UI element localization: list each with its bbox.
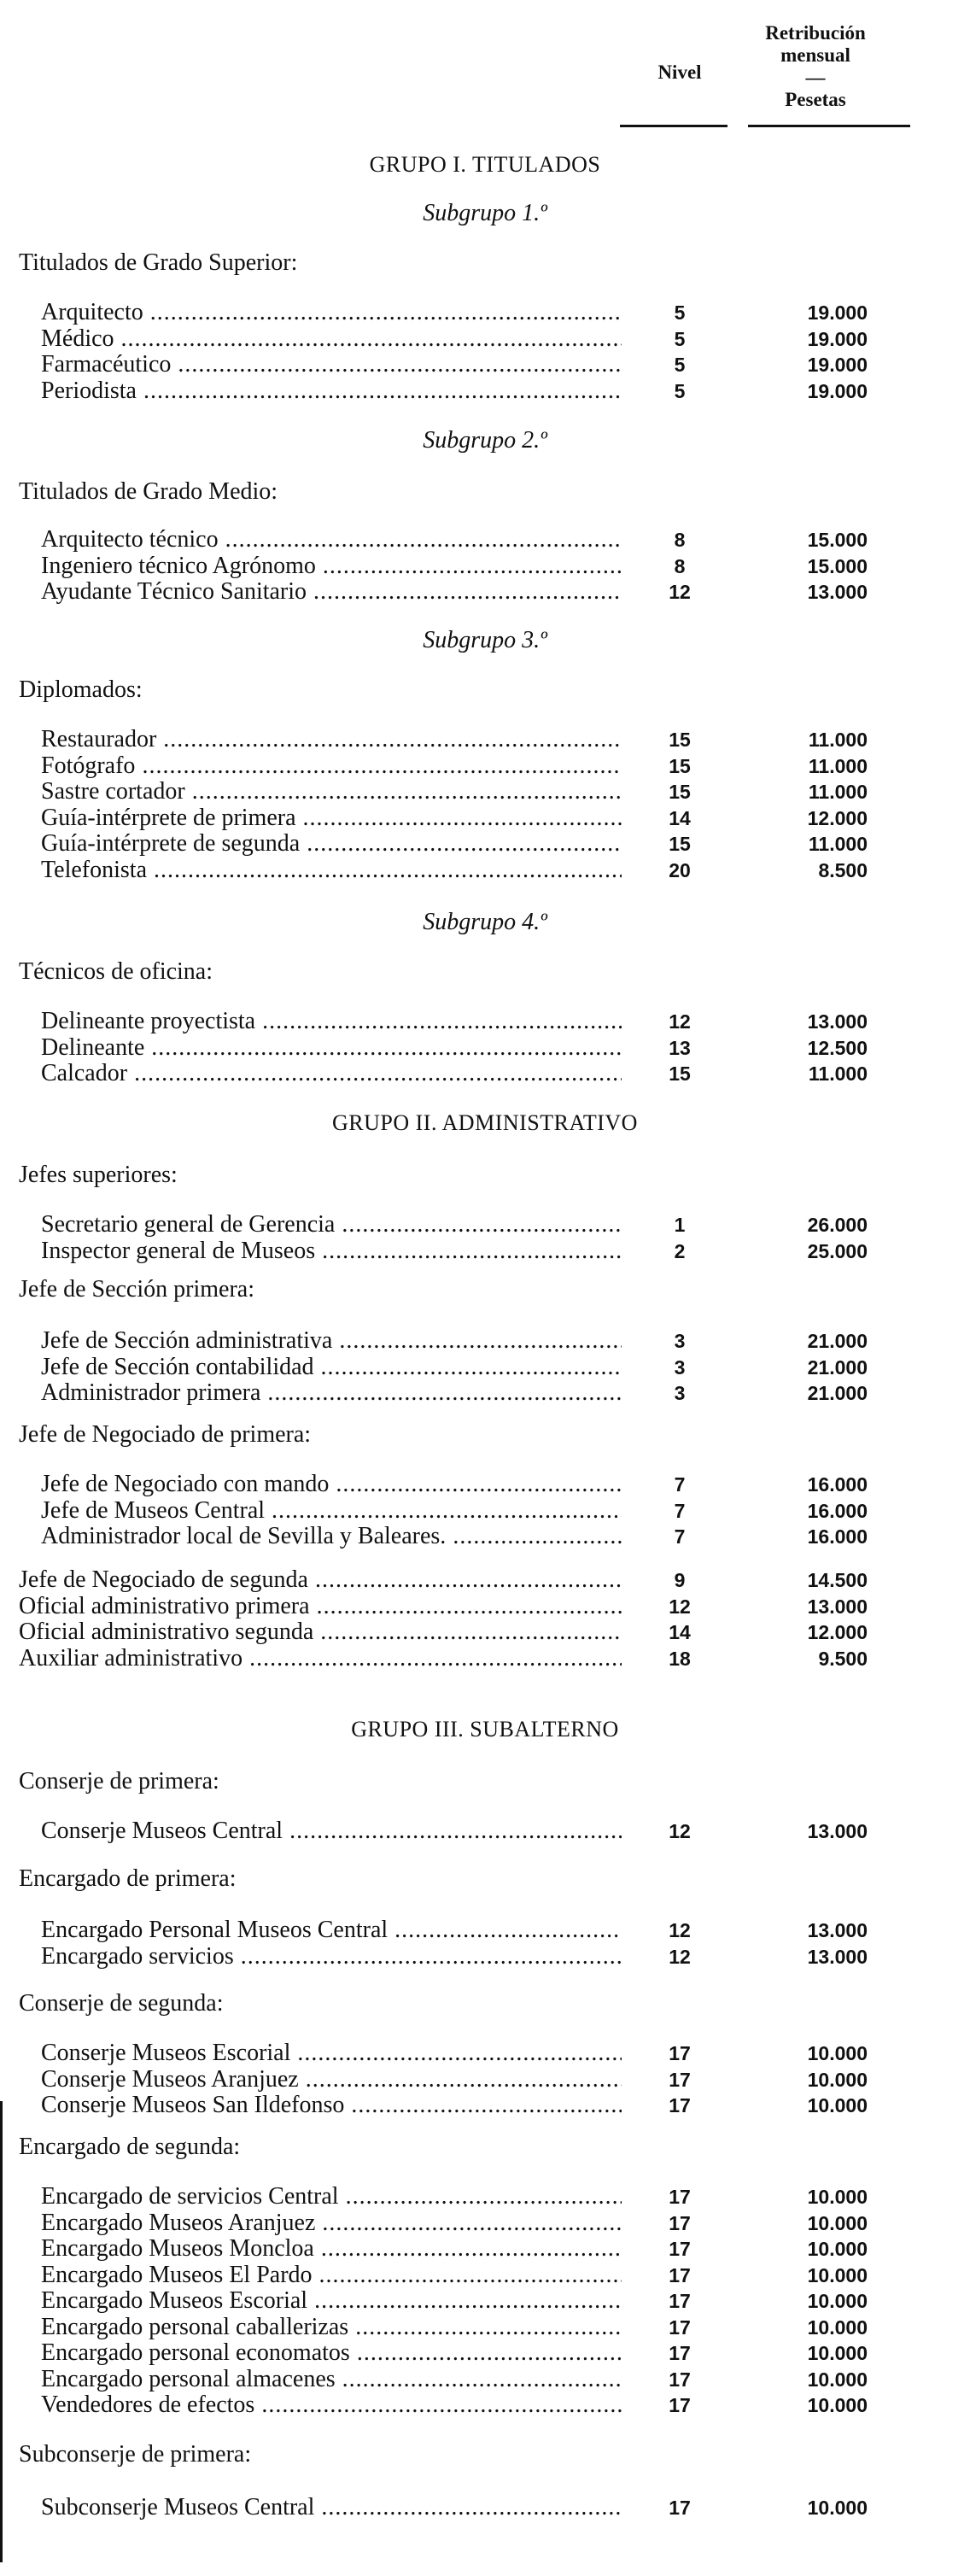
pay-value: 19.000	[807, 354, 868, 376]
nivel-value: 1	[674, 1214, 686, 1236]
pay-value: 10.000	[807, 2094, 868, 2116]
nivel-value: 7	[674, 1499, 686, 1522]
table-row	[0, 351, 970, 378]
table-row	[0, 1060, 970, 1087]
nivel-value: 12	[669, 581, 691, 603]
category-title: Titulados de Grado Medio:	[19, 478, 278, 505]
position-name: Encargado Museos Escorial .....	[41, 2287, 622, 2315]
position-name: Jefe de Sección administrativa .....	[41, 1327, 622, 1355]
position-name: Encargado personal economatos .....	[41, 2339, 622, 2367]
table-row	[0, 553, 970, 580]
nivel-value: 3	[674, 1382, 686, 1404]
nivel-value: 15	[669, 833, 691, 855]
table-row	[0, 1497, 970, 1525]
group-title: GRUPO II. ADMINISTRATIVO	[332, 1110, 638, 1135]
table-row	[0, 726, 970, 753]
table-row	[0, 2235, 970, 2263]
category-title: Jefe de Sección primera:	[19, 1276, 254, 1303]
table-row	[0, 378, 970, 405]
table-row	[0, 752, 970, 780]
pay-value: 21.000	[807, 1355, 868, 1379]
nivel-value: 3	[674, 1330, 686, 1352]
nivel-value: 15	[669, 1063, 691, 1085]
position-name: Guía-intérprete de segunda .....	[41, 830, 622, 858]
pay-value: 10.000	[807, 2497, 868, 2519]
position-name: Oficial administrativo segunda .....	[19, 1619, 622, 1646]
pay-value: 10.000	[807, 2315, 868, 2339]
pay-value: 16.000	[807, 1525, 868, 1548]
nivel-value: 12	[669, 1595, 691, 1618]
table-row	[0, 1593, 970, 1620]
position-name: Encargado personal caballerizas .....	[41, 2314, 622, 2341]
position-name: Delineante .....	[41, 1034, 622, 1062]
position-name: Jefe de Sección contabilidad .....	[41, 1354, 622, 1381]
pesetas-label: Pesetas	[785, 89, 846, 110]
nivel-header: Nivel	[657, 61, 702, 83]
position-name: Jefe de Museos Central .....	[41, 1497, 622, 1525]
pay-value: 14.500	[807, 1569, 868, 1591]
table-row	[0, 1917, 970, 1944]
position-name: Inspector general de Museos .....	[41, 1238, 622, 1265]
nivel-value: 17	[669, 2263, 691, 2286]
pay-value: 19.000	[807, 302, 868, 324]
pay-value: 11.000	[808, 833, 868, 855]
position-name: Arquitecto técnico .....	[41, 526, 622, 553]
nivel-value: 17	[669, 2238, 691, 2260]
pay-value: 26.000	[807, 1214, 868, 1236]
position-name: Secretario general de Gerencia .....	[41, 1211, 622, 1238]
nivel-value: 14	[669, 806, 691, 829]
subgroup-title: Subgrupo 3.º	[423, 627, 547, 653]
table-row	[0, 2366, 970, 2393]
position-name: Encargado servicios .....	[41, 1943, 622, 1970]
position-name: Conserje Museos Central .....	[41, 1818, 622, 1845]
table-row	[0, 1523, 970, 1550]
group-title: GRUPO III. SUBALTERNO	[351, 1717, 619, 1742]
position-name: Ayudante Técnico Sanitario .....	[41, 578, 622, 606]
table-row	[0, 1238, 970, 1265]
group-title: GRUPO I. TITULADOS	[369, 152, 601, 177]
table-row	[0, 2262, 970, 2289]
nivel-value: 20	[669, 858, 691, 881]
table-row	[0, 805, 970, 832]
nivel-header-rule	[620, 125, 728, 127]
nivel-value: 5	[674, 379, 686, 402]
subgroup-title: Subgrupo 2.º	[423, 427, 547, 454]
nivel-value: 17	[669, 2211, 691, 2234]
nivel-value: 7	[674, 1525, 686, 1548]
table-row	[0, 1619, 970, 1646]
position-name: Jefe de Negociado con mando .....	[41, 1471, 622, 1498]
category-title: Técnicos de oficina:	[19, 958, 213, 985]
pay-value: 10.000	[807, 2394, 868, 2416]
position-name: Vendedores de efectos .....	[41, 2392, 622, 2419]
position-name: Administrador primera .....	[41, 1379, 622, 1407]
nivel-value: 17	[669, 2368, 691, 2391]
pay-value: 10.000	[807, 2186, 868, 2208]
nivel-value: 5	[674, 327, 686, 350]
nivel-value: 5	[674, 302, 686, 324]
nivel-value: 17	[669, 2094, 691, 2116]
position-name: Auxiliar administrativo .....	[19, 1645, 622, 1672]
pay-value: 11.000	[808, 1063, 868, 1085]
pay-value: 10.000	[807, 2342, 868, 2364]
pay-value: 13.000	[807, 1820, 868, 1842]
table-row	[0, 778, 970, 805]
position-name: Conserje Museos Escorial .....	[41, 2040, 622, 2067]
pay-value: 19.000	[807, 327, 868, 350]
table-row	[0, 2210, 970, 2237]
table-row	[0, 2314, 970, 2341]
nivel-value: 15	[669, 781, 691, 803]
pay-value: 11.000	[808, 781, 868, 803]
pay-value: 11.000	[808, 754, 868, 777]
nivel-value: 12	[669, 1919, 691, 1941]
table-row	[0, 1008, 970, 1035]
position-name: Periodista .....	[41, 378, 622, 405]
category-title: Conserje de primera:	[19, 1768, 219, 1794]
nivel-value: 15	[669, 754, 691, 777]
pay-value: 10.000	[807, 2068, 868, 2091]
nivel-value: 13	[669, 1036, 691, 1059]
subgroup-title: Subgrupo 4.º	[423, 909, 547, 935]
position-name: Sastre cortador .....	[41, 778, 622, 805]
pay-value: 19.000	[807, 379, 868, 402]
nivel-value: 17	[669, 2315, 691, 2339]
nivel-value: 17	[669, 2342, 691, 2364]
position-name: Oficial administrativo primera .....	[19, 1593, 622, 1620]
position-name: Guía-intérprete de primera .....	[41, 805, 622, 832]
position-name: Encargado Museos Moncloa .....	[41, 2235, 622, 2263]
pay-value: 13.000	[807, 1945, 868, 1968]
pay-value: 21.000	[807, 1330, 868, 1352]
pay-value: 12.000	[807, 806, 868, 829]
category-title: Encargado de segunda:	[19, 2134, 241, 2160]
nivel-value: 17	[669, 2186, 691, 2208]
nivel-value: 3	[674, 1355, 686, 1379]
subgroup-title: Subgrupo 1.º	[423, 200, 547, 226]
position-name: Encargado Museos El Pardo .....	[41, 2262, 622, 2289]
table-row	[0, 2494, 970, 2521]
retribucion-line1: Retribución	[765, 22, 866, 44]
pay-value: 13.000	[807, 581, 868, 603]
pay-value: 10.000	[807, 2290, 868, 2312]
nivel-value: 5	[674, 354, 686, 376]
table-row	[0, 2339, 970, 2367]
table-row	[0, 2040, 970, 2067]
nivel-value: 18	[669, 1647, 691, 1670]
table-row	[0, 1471, 970, 1498]
position-name: Encargado personal almacenes .....	[41, 2366, 622, 2393]
pesetas-header-rule	[748, 125, 910, 127]
nivel-value: 7	[674, 1473, 686, 1496]
table-row	[0, 325, 970, 353]
pay-value: 10.000	[807, 2263, 868, 2286]
nivel-value: 2	[674, 1239, 686, 1262]
pay-value: 21.000	[807, 1382, 868, 1404]
pay-value: 12.500	[807, 1036, 868, 1059]
pay-value: 11.000	[808, 729, 868, 751]
retribucion-dash: —	[805, 67, 826, 88]
pay-value: 25.000	[807, 1239, 868, 1262]
position-name: Administrador local de Sevilla y Baleares. .....	[41, 1523, 622, 1550]
nivel-value: 17	[669, 2290, 691, 2312]
position-name: Jefe de Negociado de segunda .....	[19, 1566, 622, 1594]
position-name: Encargado de servicios Central .....	[41, 2183, 622, 2210]
table-row	[0, 1327, 970, 1355]
nivel-value: 9	[674, 1569, 686, 1591]
nivel-value: 15	[669, 729, 691, 751]
table-row	[0, 1566, 970, 1594]
table-row	[0, 1211, 970, 1238]
table-row	[0, 2287, 970, 2315]
nivel-value: 8	[674, 529, 686, 551]
nivel-value: 14	[669, 1621, 691, 1643]
pay-value: 13.000	[807, 1595, 868, 1618]
pay-value: 16.000	[807, 1499, 868, 1522]
position-name: Conserje Museos San Ildefonso .....	[41, 2092, 622, 2119]
pay-value: 16.000	[807, 1473, 868, 1496]
position-name: Subconserje Museos Central .....	[41, 2494, 622, 2521]
table-row	[0, 2066, 970, 2093]
pay-value: 13.000	[807, 1010, 868, 1033]
table-row	[0, 1379, 970, 1407]
position-name: Encargado Personal Museos Central .....	[41, 1917, 622, 1944]
table-row	[0, 830, 970, 858]
table-row	[0, 2092, 970, 2119]
retribucion-header	[743, 22, 888, 111]
position-name: Fotógrafo .....	[41, 752, 622, 780]
pay-value: 10.000	[807, 2042, 868, 2064]
pay-value: 8.500	[818, 858, 868, 881]
pay-value: 10.000	[807, 2211, 868, 2234]
nivel-value: 12	[669, 1010, 691, 1033]
pay-value: 9.500	[818, 1647, 868, 1670]
table-row	[0, 2183, 970, 2210]
category-title: Encargado de primera:	[19, 1865, 237, 1892]
table-row	[0, 1818, 970, 1845]
position-name: Restaurador .....	[41, 726, 622, 753]
table-row	[0, 2392, 970, 2419]
table-row	[0, 1645, 970, 1672]
pay-value: 10.000	[807, 2238, 868, 2260]
category-title: Subconserje de primera:	[19, 2441, 252, 2468]
table-row	[0, 526, 970, 553]
category-title: Diplomados:	[19, 676, 143, 703]
position-name: Delineante proyectista .....	[41, 1008, 622, 1035]
table-row	[0, 1943, 970, 1970]
position-name: Arquitecto .....	[41, 299, 622, 326]
nivel-value: 17	[669, 2394, 691, 2416]
position-name: Ingeniero técnico Agrónomo .....	[41, 553, 622, 580]
nivel-value: 17	[669, 2068, 691, 2091]
table-row	[0, 578, 970, 606]
category-title: Conserje de segunda:	[19, 1990, 224, 2017]
category-title: Titulados de Grado Superior:	[19, 249, 298, 276]
position-name: Telefonista .....	[41, 857, 622, 884]
position-name: Encargado Museos Aranjuez .....	[41, 2210, 622, 2237]
table-row	[0, 1034, 970, 1062]
nivel-value: 8	[674, 554, 686, 577]
pay-value: 12.000	[807, 1621, 868, 1643]
table-row	[0, 299, 970, 326]
category-title: Jefes superiores:	[19, 1162, 178, 1188]
nivel-value: 12	[669, 1945, 691, 1968]
table-row	[0, 1354, 970, 1381]
pay-value: 13.000	[807, 1919, 868, 1941]
nivel-value: 17	[669, 2497, 691, 2519]
position-name: Médico .....	[41, 325, 622, 353]
pay-value: 15.000	[807, 529, 868, 551]
table-row	[0, 857, 970, 884]
category-title: Jefe de Negociado de primera:	[19, 1421, 312, 1448]
nivel-value: 17	[669, 2042, 691, 2064]
position-name: Farmacéutico .....	[41, 351, 622, 378]
pay-value: 10.000	[807, 2368, 868, 2391]
position-name: Conserje Museos Aranjuez .....	[41, 2066, 622, 2093]
nivel-value: 12	[669, 1820, 691, 1842]
position-name: Calcador .....	[41, 1060, 622, 1087]
pay-value: 15.000	[807, 554, 868, 577]
retribucion-line2: mensual	[780, 44, 850, 66]
